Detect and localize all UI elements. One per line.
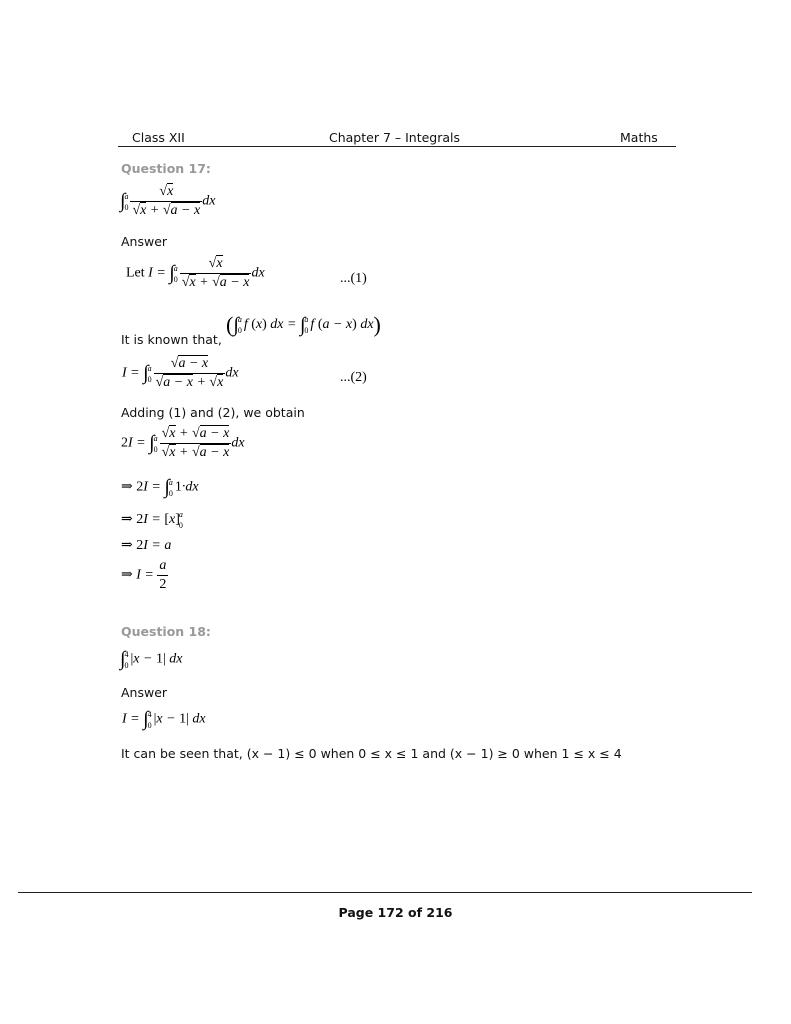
header-class: Class XII [132, 130, 185, 145]
equation-2i-a: ⇒ 2I = a [121, 538, 172, 553]
equation-tag-2: ...(2) [340, 370, 367, 385]
header-subject: Maths [620, 130, 658, 145]
question-17-integral: ∫ a 0 $\frac{√x}{√x + √a - x}$ dx [120, 184, 216, 218]
equation-18-i: I = ∫ 4 0 |x − 1| dx [122, 708, 206, 730]
header-rule [118, 146, 676, 147]
property-equation: (∫ a 0 f (x) dx = ∫ a 0 f (a − x) dx) [226, 312, 381, 337]
question-18-integral: ∫ 4 0 |x − 1| dx [120, 648, 183, 670]
known-text: It is known that, [121, 332, 222, 347]
question-18-title: Question 18: [121, 624, 211, 639]
question-17-title: Question 17: [121, 161, 211, 176]
page-number: Page 172 of 216 [338, 905, 453, 920]
adding-text: Adding (1) and (2), we obtain [121, 405, 305, 420]
footer-rule [18, 892, 752, 893]
equation-2i-sum: 2I = ∫ a 0 $\frac{√x + √a - x}{√x + √a - x}$ dx [121, 426, 245, 460]
equation-2i-bracket: ⇒ 2I = [x] a 0 [121, 510, 183, 530]
equation-2: I = ∫ a 0 $\frac{√a - x}{√a - x + √x}$ dx [122, 356, 239, 390]
equation-2i-one: ⇒ 2I = ∫ a 0 1·dx [121, 476, 199, 498]
header-chapter: Chapter 7 – Integrals [329, 130, 461, 145]
equation-tag-1: ...(1) [340, 271, 367, 286]
answer-label-18: Answer [121, 685, 168, 700]
equation-i-result: ⇒ I = $\frac{a}{2}$ [121, 558, 167, 592]
answer-label-17: Answer [121, 234, 168, 249]
seen-text: It can be seen that, (x − 1) ≤ 0 when 0 ≤ x ≤ 1 and (x − 1) ≥ 0 when 1 ≤ x ≤ 4 [121, 746, 622, 761]
equation-let-i: Let I = ∫ a 0 $\frac{√x}{√x + √a - x}$ dx [126, 256, 265, 290]
